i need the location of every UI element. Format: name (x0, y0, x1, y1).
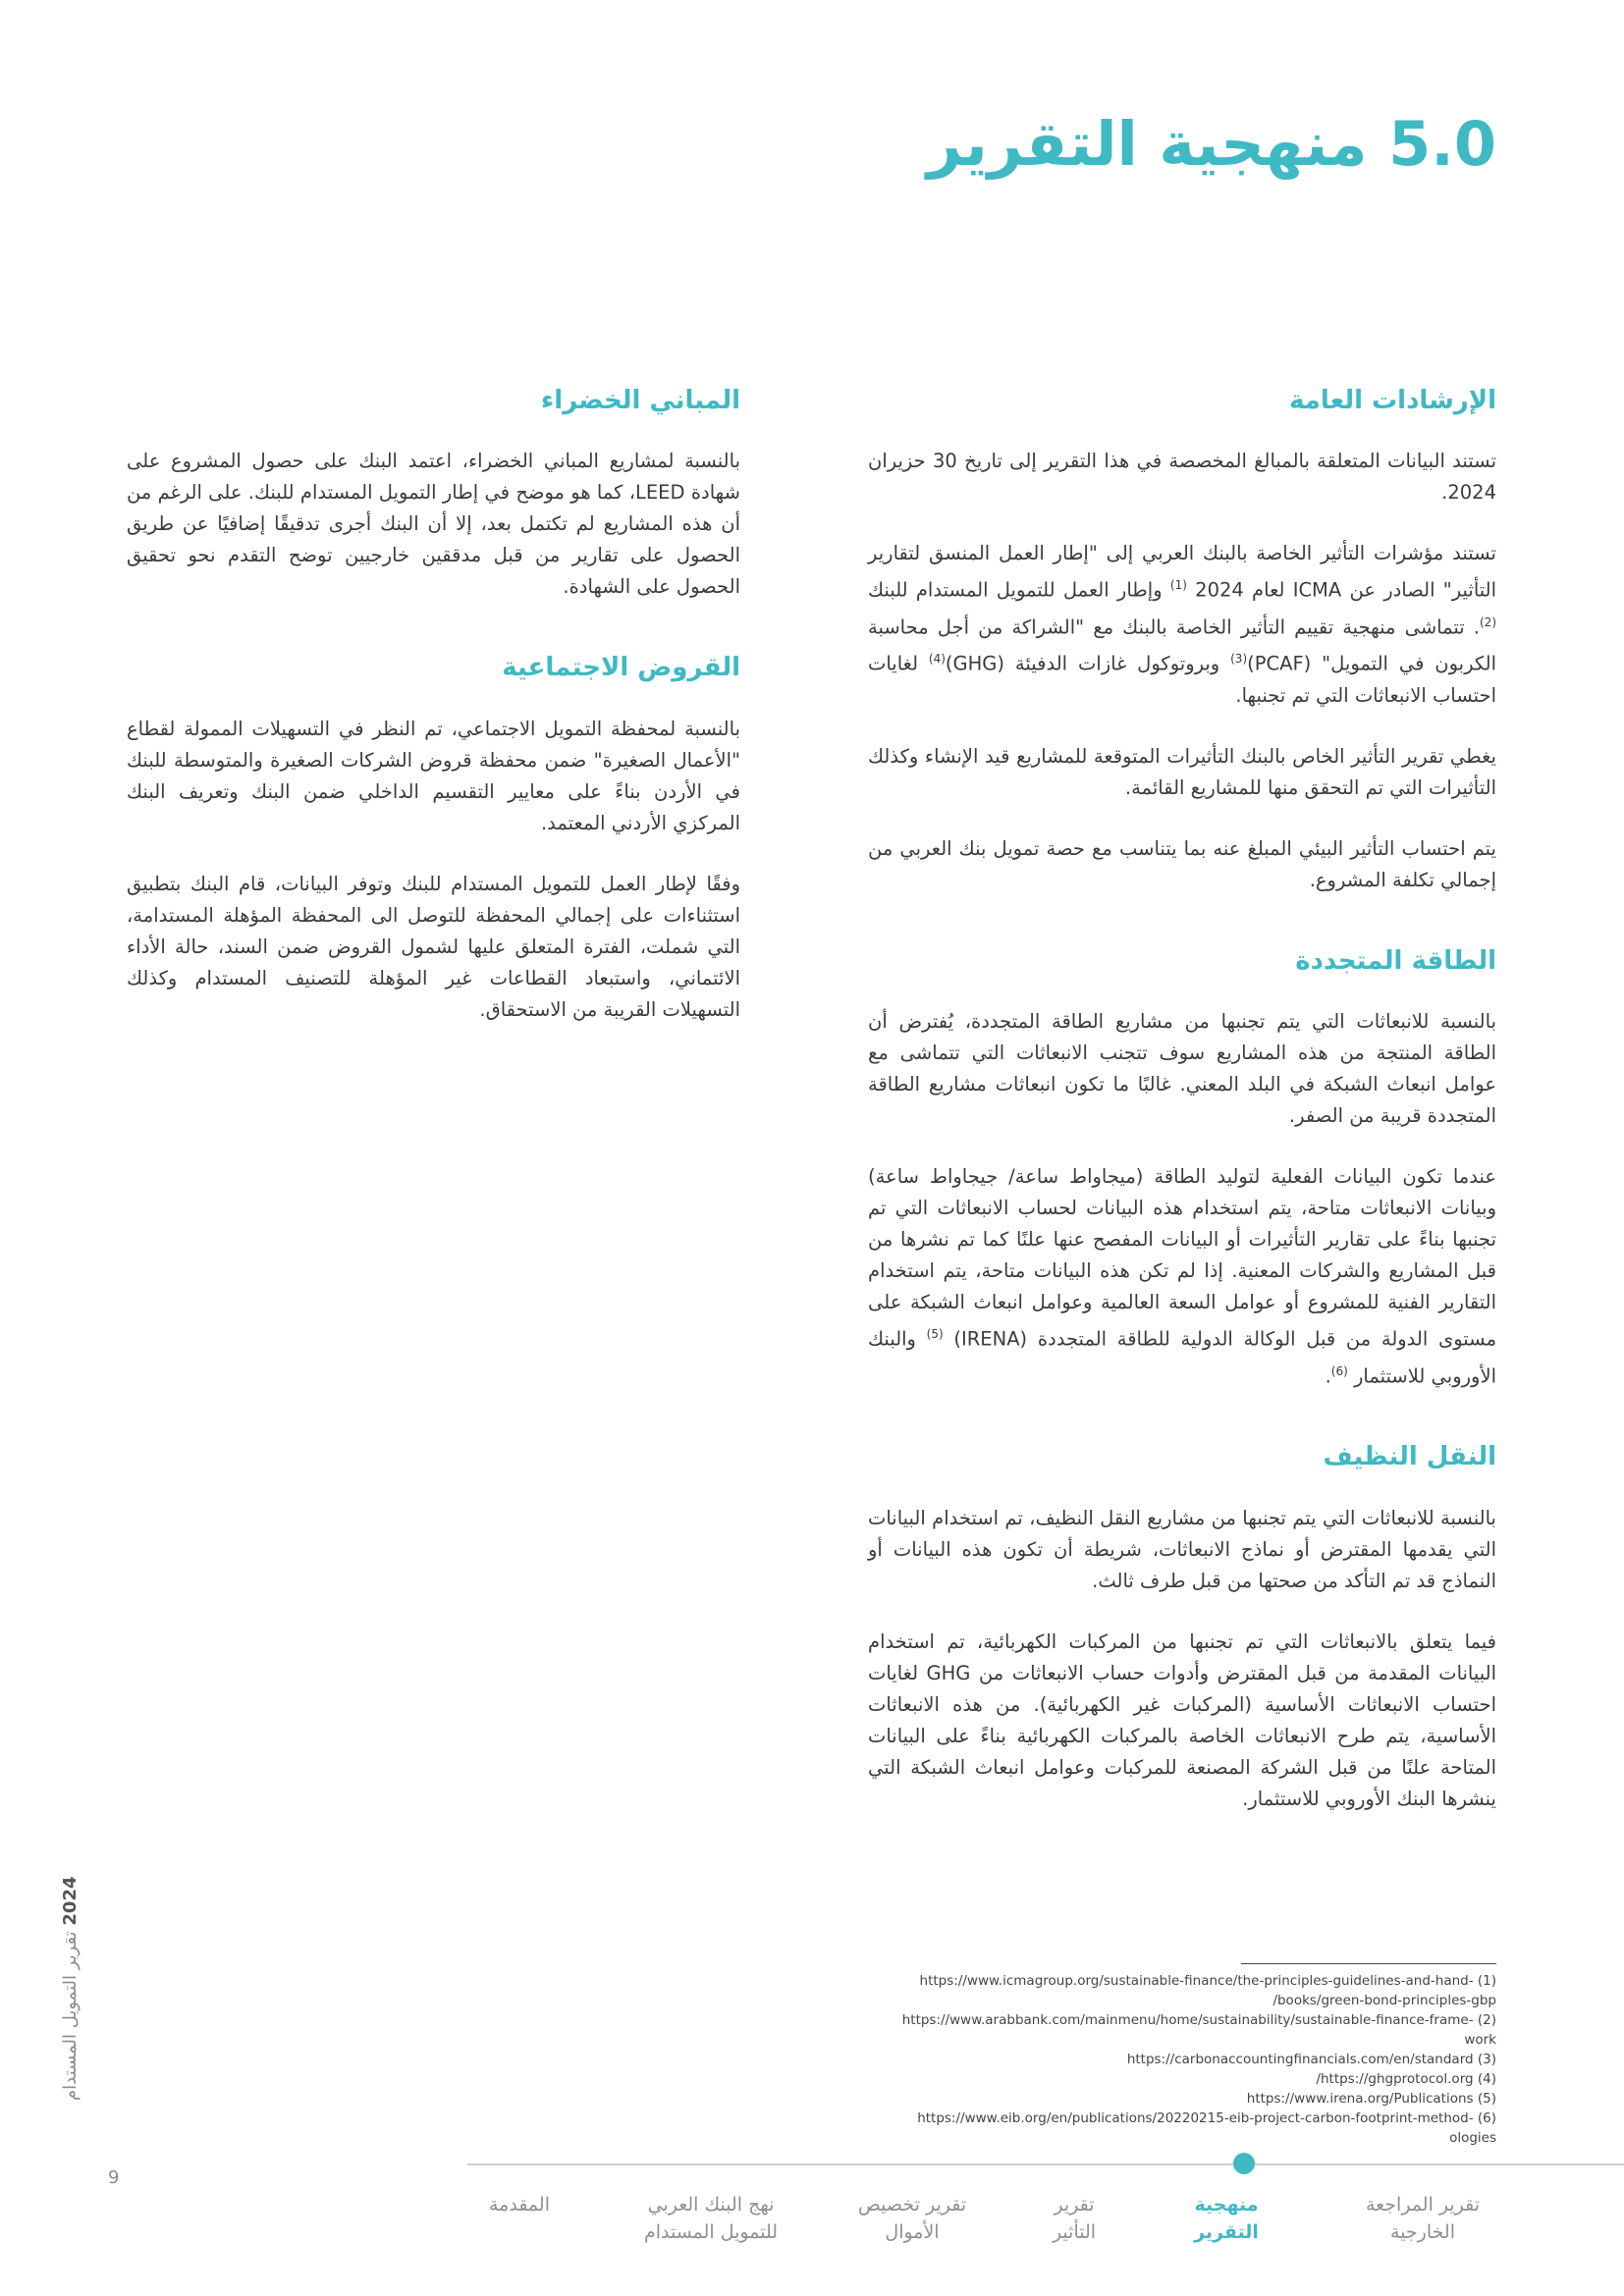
footnote-ref: (4) (928, 652, 946, 667)
footnote-ref: (5) (926, 1327, 944, 1342)
general-paragraph-4: يتم احتساب التأثير البيئي المبلغ عنه بما يتناسب مع حصة تمويل بنك العربي من إجمالي تكلفة المشروع. (868, 836, 1496, 891)
footnote-ref: (2) (1479, 614, 1496, 629)
nav-item-label: التأثير (1052, 2221, 1097, 2243)
general-paragraph-1: تستند البيانات المتعلقة بالمبالغ المخصصة في هذا التقرير إلى تاريخ 30 حزيران 2024. (868, 450, 1497, 505)
social-loans-paragraph-2: وفقًا لإطار العمل للتمويل المستدام للبنك وتوفر البيانات، قام البنك بتطبيق استثناءات على إجمالي المحفظة للتوصل الى المحفظة المؤهلة المستدامة، التي شملت، الفترة المتعلق عليها لشمول القروض ضمن السند، حالة الأداء الائتماني، واستبعاد القطاعات غير المؤهلة للتصنيف المستدام وكذلك التسهيلات القريبة من الاستحقاق. (127, 872, 740, 1021)
nav-item-label: نهج البنك العربي (647, 2194, 775, 2216)
text-run: تستند مؤشرات التأثير الخاصة بالبنك العربي إلى "إطار العمل المنسق لتقارير التأثير" الصادر عن ICMA لعام 2024 (868, 542, 1497, 602)
side-label-title: تقرير التمويل المستدام (60, 1931, 81, 2101)
nav-item-label: تقرير تخصيص (857, 2194, 967, 2216)
green-buildings-heading: المباني الخضراء (540, 386, 740, 415)
side-label-year: 2024 (60, 1876, 81, 1926)
text-run: وإطار العمل للتمويل المستدام للبنك (868, 578, 1170, 602)
side-report-label (57, 1806, 86, 2101)
nav-item-label: تقرير (1054, 2194, 1095, 2216)
general-guidelines-section (868, 383, 1496, 896)
renewable-paragraph-2 (868, 1161, 1496, 1392)
nav-item-introduction[interactable] (465, 2191, 573, 2218)
nav-item-impact-report[interactable] (1025, 2191, 1123, 2246)
footnote-divider (1241, 1963, 1496, 1964)
footnote-line: https://www.eib.org/en/publications/20220215-eib-project-carbon-footprint-method- (6) (917, 2110, 1496, 2126)
nav-item-label: الخارجية (1390, 2221, 1455, 2243)
green-buildings-paragraph: بالنسبة لمشاريع المباني الخضراء، اعتمد البنك على حصول المشروع على شهادة LEED، كما هو موضح في إطار التمويل المستدام للبنك. على الرغم من أن هذه المشاريع لم تكتمل بعد، إلا أن البنك أجرى تدقيقًا إضافيًا عن طريق الحصول على تقارير من قبل مدققين خارجيين توضح التقدم نحو تحقيق الحصول على الشهادة. (127, 450, 740, 599)
nav-track-line (467, 2163, 1624, 2165)
page-number: 9 (108, 2167, 120, 2188)
footnote-ref: (1) (1169, 578, 1187, 593)
footnotes (809, 1971, 1496, 2148)
renewable-paragraph-1: بالنسبة للانبعاثات التي يتم تجنبها من مشاريع الطاقة المتجددة، يُفترض أن الطاقة المنتجة من هذه المشاريع سوف تتجنب الانبعاثات التي تتماشى مع عوامل انبعاث الشبكة في البلد المعني. غالبًا ما تكون انبعاثات مشاريع الطاقة المتجددة قريبة من الصفر. (868, 1010, 1496, 1128)
footnote-line: https://www.arabbank.com/mainmenu/home/sustainability/sustainable-finance-frame- (2) (901, 2012, 1496, 2028)
text-run: لغايات احتساب الانبعاثات التي تم تجنبها. (868, 652, 1496, 707)
footnote-line: ologies (1449, 2130, 1496, 2146)
footnote-line: /https://ghgprotocol.org (4) (1316, 2071, 1496, 2087)
clean-transport-section (868, 1439, 1496, 1814)
renewable-energy-heading: الطاقة المتجددة (1295, 945, 1496, 976)
text-run: وبروتوكول غازات الدفيئة (GHG) (945, 652, 1231, 675)
bottom-section-nav (416, 2191, 1496, 2260)
general-paragraph-2 (868, 538, 1496, 712)
renewable-energy-section (868, 943, 1496, 1392)
nav-item-allocation-report[interactable] (839, 2191, 986, 2246)
nav-item-label: التقرير (1194, 2221, 1259, 2243)
nav-item-sustainable-finance-approach[interactable] (623, 2191, 799, 2246)
footnote-ref: (3) (1230, 652, 1248, 667)
green-buildings-section (127, 383, 740, 603)
transport-paragraph-1: بالنسبة للانبعاثات التي يتم تجنبها من مشاريع النقل النظيف، تم استخدام البيانات التي يقدمها المقترض أو نماذج الانبعاثات، شريطة أن تكون هذه البيانات أو النماذج قد تم التأكد من صحتها من قبل طرف ثالث. (868, 1506, 1496, 1592)
nav-item-label: للتمويل المستدام (643, 2221, 779, 2243)
footnote-line: https://www.irena.org/Publications (5) (1246, 2091, 1496, 2107)
right-column (868, 383, 1496, 1862)
general-guidelines-heading: الإرشادات العامة (1289, 386, 1496, 415)
page-title: 5.0 منهجية التقرير (926, 108, 1496, 180)
footnote-line: https://www.icmagroup.org/sustainable-finance/the-principles-guidelines-and-hand- (1) (919, 1973, 1496, 1989)
nav-active-dot (1233, 2153, 1255, 2174)
text-run: عندما تكون البيانات الفعلية لتوليد الطاقة (ميجاواط ساعة/ جيجاواط ساعة) وبيانات الانبعاثات متاحة، يتم استخدام هذه البيانات لحساب الانبعاثات التي تم تجنبها بناءً على تقارير التأثيرات أو البيانات المفصح عنها علنًا كما تم نشرها من قبل المشاريع والشركات المعنية. إذا لم تكن هذه البيانات متاحة، يتم استخدام التقارير الفنية للمشروع أو عوامل السعة العالمية وعوامل انبعاث الشبكة على مستوى الدولة من قبل الوكالة الدولية للطاقة المتجددة (IRENA) (868, 1165, 1497, 1351)
text-run: . (1325, 1364, 1331, 1388)
footnote-ref: (6) (1330, 1363, 1348, 1378)
nav-item-external-review[interactable] (1349, 2191, 1496, 2246)
footnote-line: work (1464, 2032, 1496, 2048)
left-column (127, 383, 740, 1073)
nav-item-label: منهجية (1194, 2194, 1259, 2216)
transport-paragraph-2: فيما يتعلق بالانبعاثات التي تم تجنبها من المركبات الكهربائية، تم استخدام البيانات المقدمة من قبل المقترض وأدوات حساب الانبعاثات من GHG لغايات احتساب الانبعاثات الأساسية (المركبات غير الكهربائية). من هذه الانبعاثات الأساسية، يتم طرح الانبعاثات الخاصة بالمركبات الكهربائية بناءً على البيانات المتاحة علنًا من قبل الشركة المصنعة للمركبات وعوامل انبعاث الشبكة التي ينشرها البنك الأوروبي للاستثمار. (868, 1629, 1497, 1810)
nav-item-methodology[interactable] (1167, 2191, 1285, 2246)
text-run: . تتماشى منهجية تقييم التأثير الخاصة بالبنك مع "الشراكة من أجل محاسبة الكربون في التمويل" (PCAF) (868, 615, 1496, 675)
nav-item-label: الأموال (885, 2221, 940, 2243)
side-label-text (60, 1876, 81, 2101)
nav-item-label: المقدمة (488, 2194, 550, 2216)
footnote-line: /books/green-bond-principles-gbp (1272, 1993, 1496, 2008)
social-loans-paragraph-1: بالنسبة لمحفظة التمويل الاجتماعي، تم النظر في التسهيلات الممولة لقطاع "الأعمال الصغيرة" ضمن محفظة قروض الشركات الصغيرة والمتوسطة للبنك في الأردن بناءً على معايير التقسيم الداخلي ضمن البنك وتعريف البنك المركزي الأردني المعتمد. (127, 717, 740, 834)
social-loans-heading: القروض الاجتماعية (502, 653, 740, 683)
social-loans-section (127, 650, 740, 1025)
nav-item-label: تقرير المراجعة (1365, 2194, 1481, 2216)
clean-transport-heading: النقل النظيف (1323, 1442, 1496, 1472)
general-paragraph-3: يغطي تقرير التأثير الخاص بالبنك التأثيرات المتوقعة للمشاريع قيد الإنشاء وكذلك التأثيرات التي تم التحقق منها للمشاريع القائمة. (868, 744, 1496, 799)
footnote-line: https://carbonaccountingfinancials.com/en/standard (3) (1126, 2052, 1496, 2067)
text-run: والبنك الأوروبي للاستثمار (868, 1327, 1496, 1388)
